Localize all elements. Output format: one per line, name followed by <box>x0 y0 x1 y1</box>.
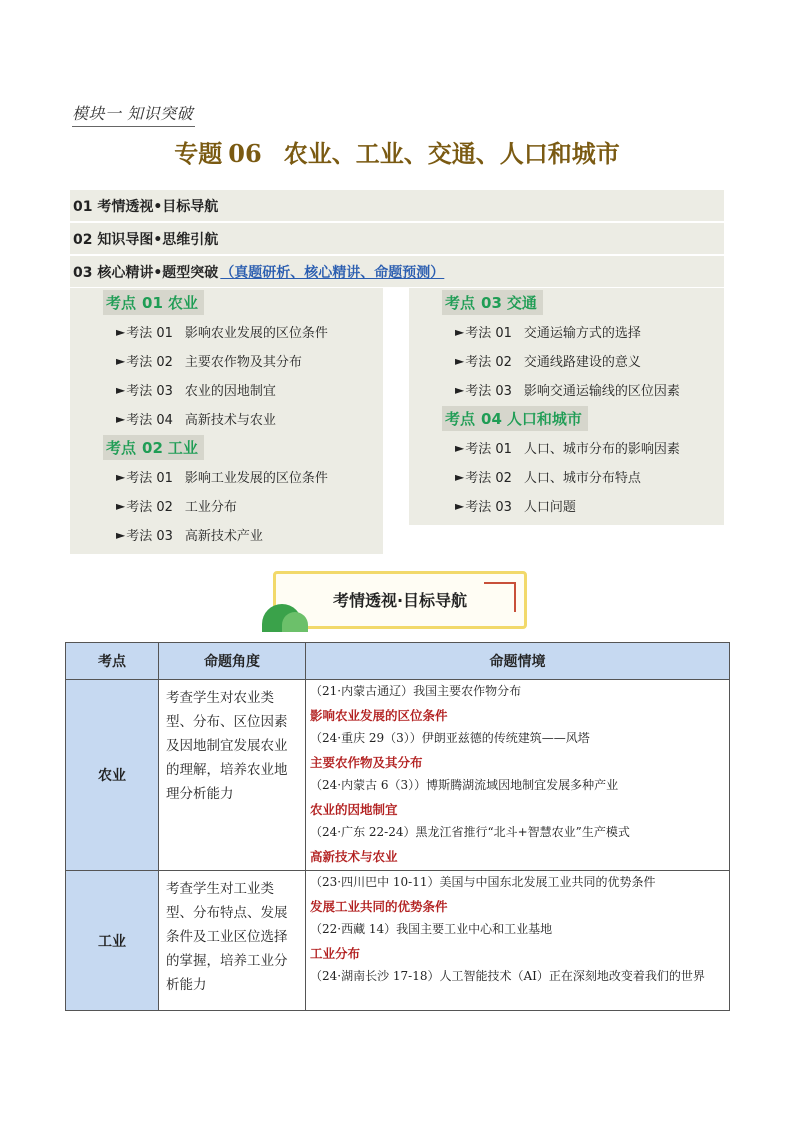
kaofa-item[interactable] <box>455 317 724 346</box>
page-title <box>0 134 794 169</box>
kaofa-tag: 考法 02 <box>465 355 512 370</box>
kaofa-text: 影响交通运输线的区位因素 <box>523 384 680 399</box>
kaofa-item[interactable] <box>116 491 383 520</box>
kaofa-tag: 考法 03 <box>126 384 173 399</box>
kaofa-text: 交通线路建设的意义 <box>523 355 641 370</box>
context-question: （21·内蒙古通辽）我国主要农作物分布 <box>310 684 522 698</box>
context-answer: 主要农作物及其分布 <box>310 754 423 770</box>
triangle-right-icon: ► <box>455 382 465 397</box>
kaofa-text: 人口、城市分布的影响因素 <box>523 442 680 457</box>
triangle-right-icon: ► <box>455 440 465 455</box>
kaofa-tag: 考法 03 <box>126 529 173 544</box>
triangle-right-icon: ► <box>116 498 126 513</box>
kaodian-number: 03 <box>481 294 502 312</box>
corner-decoration-icon <box>484 582 516 612</box>
context-question: （24·内蒙古 6（3））博斯腾湖流域因地制宜发展多种产业 <box>310 778 619 792</box>
title-text: 农业、工业、交通、人口和城市 <box>283 140 620 168</box>
kaodian-heading[interactable] <box>103 288 383 317</box>
kaofa-tag: 考法 04 <box>126 413 173 428</box>
hill-decoration-icon <box>282 612 308 632</box>
kaofa-text: 人口、城市分布特点 <box>523 471 641 486</box>
table-header-row <box>66 643 730 680</box>
cell-context <box>306 871 730 1011</box>
context-answer: 高新技术与农业 <box>310 848 398 864</box>
kaofa-text: 主要农作物及其分布 <box>184 355 302 370</box>
kaodian-number: 04 <box>481 410 502 428</box>
kaofa-item[interactable] <box>116 462 383 491</box>
toc-item-label: 01 考情透视•目标导航 <box>73 198 219 215</box>
cell-context <box>306 680 730 871</box>
kaodian-heading[interactable] <box>442 404 724 433</box>
context-answer: 影响农业发展的区位条件 <box>310 707 448 723</box>
module-label: 模块一 知识突破 <box>72 101 195 127</box>
kaofa-item[interactable] <box>455 491 724 520</box>
kaofa-item[interactable] <box>116 520 383 549</box>
table-of-contents <box>70 190 724 289</box>
context-question: （24·广东 22-24）黑龙江省推行“北斗+智慧农业”生产模式 <box>310 825 630 839</box>
triangle-right-icon: ► <box>455 353 465 368</box>
title-prefix: 专题 <box>174 140 223 168</box>
kaofa-tag: 考法 03 <box>465 384 512 399</box>
kaodian-name: 工业 <box>167 439 198 457</box>
kaodian-name: 人口和城市 <box>506 410 582 428</box>
cell-angle: 考查学生对工业类型、分布特点、发展条件及工业区位选择的掌握，培养工业分析能力 <box>159 871 306 1011</box>
toc-item[interactable] <box>70 256 724 287</box>
kaofa-text: 高新技术产业 <box>184 529 263 544</box>
section-banner-title: 考情透视·目标导航 <box>332 591 468 610</box>
kaofa-text: 交通运输方式的选择 <box>523 326 641 341</box>
triangle-right-icon: ► <box>455 498 465 513</box>
triangle-right-icon: ► <box>116 411 126 426</box>
left-column <box>70 288 383 549</box>
kaofa-tag: 考法 01 <box>126 326 173 341</box>
kaofa-text: 工业分布 <box>184 500 237 515</box>
kaodian-name: 农业 <box>167 294 198 312</box>
kaofa-tag: 考法 02 <box>465 471 512 486</box>
cell-kaodian: 工业 <box>66 871 159 1011</box>
triangle-right-icon: ► <box>455 324 465 339</box>
kaodian-heading[interactable] <box>103 433 383 462</box>
kaofa-text: 影响农业发展的区位条件 <box>184 326 328 341</box>
toc-item-label: 03 核心精讲•题型突破 <box>73 264 219 281</box>
toc-item-extra-link[interactable]: （真题研析、核心精讲、命题预测） <box>220 264 445 281</box>
kaofa-item[interactable] <box>455 433 724 462</box>
context-question: （23·四川巴中 10-11）美国与中国东北发展工业共同的优势条件 <box>310 875 656 889</box>
triangle-right-icon: ► <box>116 527 126 542</box>
header-kaodian: 考点 <box>66 643 159 680</box>
table-row <box>66 680 730 871</box>
kaodian-number: 01 <box>142 294 163 312</box>
kaofa-item[interactable] <box>116 375 383 404</box>
kaodian-name: 交通 <box>506 294 537 312</box>
right-column <box>409 288 724 520</box>
kaofa-tag: 考法 02 <box>126 500 173 515</box>
table-row <box>66 871 730 1011</box>
kaodian-prefix: 考点 <box>445 294 476 312</box>
kaofa-text: 人口问题 <box>523 500 576 515</box>
context-answer: 工业分布 <box>310 945 361 961</box>
toc-item[interactable] <box>70 190 724 221</box>
header-angle: 命题角度 <box>159 643 306 680</box>
kaofa-item[interactable] <box>116 346 383 375</box>
kaofa-item[interactable] <box>455 375 724 404</box>
kaofa-item[interactable] <box>455 346 724 375</box>
kaofa-text: 高新技术与农业 <box>184 413 276 428</box>
context-question: （22·西藏 14）我国主要工业中心和工业基地 <box>310 922 553 936</box>
kaodian-heading[interactable] <box>442 288 724 317</box>
cell-kaodian: 农业 <box>66 680 159 871</box>
kaofa-tag: 考法 01 <box>465 326 512 341</box>
triangle-right-icon: ► <box>116 324 126 339</box>
kaofa-item[interactable] <box>116 404 383 433</box>
toc-item-label: 02 知识导图•思维引航 <box>73 231 219 248</box>
context-answer: 农业的因地制宜 <box>310 801 398 817</box>
cell-angle: 考查学生对农业类型、分布、区位因素及因地制宜发展农业的理解，培养农业地理分析能力 <box>159 680 306 871</box>
triangle-right-icon: ► <box>116 353 126 368</box>
triangle-right-icon: ► <box>455 469 465 484</box>
kaofa-tag: 考法 01 <box>465 442 512 457</box>
analysis-table <box>65 642 730 1011</box>
header-context: 命题情境 <box>306 643 730 680</box>
kaofa-text: 影响工业发展的区位条件 <box>184 471 328 486</box>
kaofa-text: 农业的因地制宜 <box>184 384 276 399</box>
kaodian-number: 02 <box>142 439 163 457</box>
kaodian-prefix: 考点 <box>106 294 137 312</box>
kaofa-item[interactable] <box>455 462 724 491</box>
triangle-right-icon: ► <box>116 382 126 397</box>
kaodian-prefix: 考点 <box>106 439 137 457</box>
section-banner <box>273 571 527 629</box>
kaofa-tag: 考法 02 <box>126 355 173 370</box>
kaofa-item[interactable] <box>116 317 383 346</box>
triangle-right-icon: ► <box>116 469 126 484</box>
context-question: （24·湖南长沙 17-18）人工智能技术（AI）正在深刻地改变着我们的世界 <box>310 969 705 983</box>
kaodian-prefix: 考点 <box>445 410 476 428</box>
kaofa-tag: 考法 03 <box>465 500 512 515</box>
context-question: （24·重庆 29（3））伊朗亚兹德的传统建筑——风塔 <box>310 731 590 745</box>
toc-item[interactable] <box>70 223 724 254</box>
kaofa-tag: 考法 01 <box>126 471 173 486</box>
context-answer: 发展工业共同的优势条件 <box>310 898 448 914</box>
title-number: 06 <box>228 139 262 168</box>
